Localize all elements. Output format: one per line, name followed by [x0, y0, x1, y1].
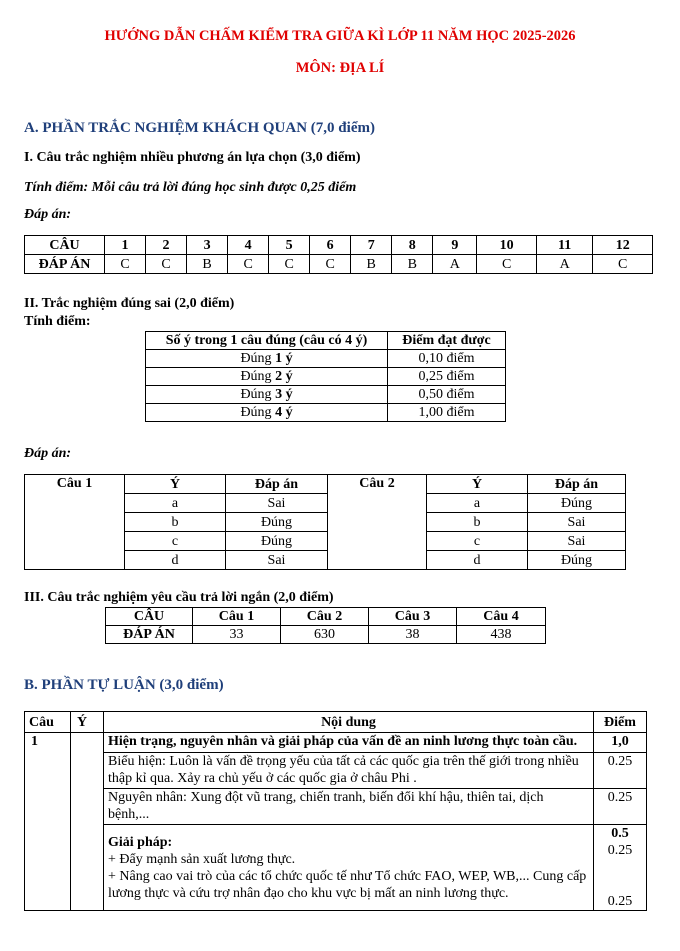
essay-main-title: Hiện trạng, nguyên nhân và giải pháp của vấn đề an ninh lương thực toàn cầu.	[104, 733, 594, 753]
essay-col-cau: Câu	[25, 712, 71, 733]
mc-question-number: 10	[477, 236, 537, 255]
tf-col-y: Ý	[427, 475, 528, 494]
short-question: Câu 3	[369, 608, 457, 626]
tf-scoring-table	[145, 331, 506, 422]
mc-answer: C	[269, 255, 310, 274]
essay-bieu-hien: Biểu hiện: Luôn là vấn đề trọng yếu của tất cả các quốc gia trên thế giới trong nhiều thập kỉ qua. Xảy ra chủ yếu ở các quốc gia ở châu Phi .	[104, 753, 594, 789]
tf-item: b	[427, 513, 528, 532]
essay-col-content: Nội dung	[104, 712, 594, 733]
score-header: Số ý trong 1 câu đúng (câu có 4 ý)	[146, 332, 388, 350]
mc-question-number: 9	[433, 236, 477, 255]
table-row	[25, 753, 647, 789]
subject-title: MÔN: ĐỊA LÍ	[295, 60, 385, 76]
score-condition: Đúng 1 ý	[146, 350, 388, 368]
mc-question-number: 3	[187, 236, 228, 255]
mc-heading: I. Câu trắc nghiệm nhiều phương án lựa chọn (3,0 điểm)	[24, 150, 361, 165]
tf-item: d	[125, 551, 226, 570]
essay-y-cell	[71, 733, 104, 911]
tf-answer: Đúng	[226, 532, 328, 551]
table-row	[25, 733, 647, 753]
mc-row-label: CÂU	[25, 236, 105, 255]
essay-nguyen-nhan-points: 0.25	[594, 789, 647, 825]
tf-answer: Sai	[226, 494, 328, 513]
table-row	[25, 475, 626, 494]
tf-item: c	[427, 532, 528, 551]
table-row	[146, 350, 506, 368]
mc-answer: C	[477, 255, 537, 274]
mc-question-number: 11	[536, 236, 592, 255]
mc-question-number: 7	[351, 236, 392, 255]
essay-gp1-points: 0.25	[607, 843, 633, 858]
table-row	[146, 404, 506, 422]
tf-col-y: Ý	[125, 475, 226, 494]
tf-answer: Sai	[528, 532, 626, 551]
tf-q2-label: Câu 2	[328, 475, 427, 570]
tf-item: c	[125, 532, 226, 551]
essay-table	[24, 711, 647, 911]
essay-giai-phap-label: Giải pháp:	[108, 834, 173, 850]
tf-item: a	[427, 494, 528, 513]
mc-question-number: 8	[392, 236, 433, 255]
score-condition: Đúng 3 ý	[146, 386, 388, 404]
score-points: 0,25 điểm	[388, 368, 506, 386]
essay-col-points: Điểm	[594, 712, 647, 733]
mc-answer-row	[25, 255, 653, 274]
mc-answer: C	[228, 255, 269, 274]
essay-bieu-hien-points: 0.25	[594, 753, 647, 789]
mc-question-number: 12	[593, 236, 653, 255]
mc-question-number: 2	[146, 236, 187, 255]
short-row-label: CÂU	[106, 608, 193, 626]
short-answer: 630	[281, 626, 369, 644]
tf-scoring-label: Tính điểm:	[24, 314, 91, 329]
table-row	[25, 789, 647, 825]
mc-answer: C	[146, 255, 187, 274]
mc-answer: B	[187, 255, 228, 274]
score-points: 0,10 điểm	[388, 350, 506, 368]
tf-answer: Đúng	[226, 513, 328, 532]
tf-answer: Sai	[528, 513, 626, 532]
table-row	[146, 386, 506, 404]
score-condition: Đúng 4 ý	[146, 404, 388, 422]
essay-col-y: Ý	[71, 712, 104, 733]
tf-col-answer: Đáp án	[226, 475, 328, 494]
document-title: HƯỚNG DẪN CHẤM KIỂM TRA GIỮA KÌ LỚP 11 NĂM HỌC 2025-2026	[104, 28, 576, 44]
essay-gp2-points: 0.25	[607, 894, 633, 909]
tf-answer-table	[24, 474, 626, 570]
short-row-label: ĐÁP ÁN	[106, 626, 193, 644]
essay-nguyen-nhan: Nguyên nhân: Xung đột vũ trang, chiến tranh, biến đổi khí hậu, thiên tai, dịch bệnh,...	[104, 789, 594, 825]
tf-q1-label: Câu 1	[25, 475, 125, 570]
essay-giai-phap-total: 0.5	[611, 826, 629, 841]
spacer	[594, 859, 646, 893]
mc-question-number: 5	[269, 236, 310, 255]
table-row	[146, 332, 506, 350]
short-question: Câu 1	[193, 608, 281, 626]
tf-item: d	[427, 551, 528, 570]
short-question: Câu 4	[457, 608, 546, 626]
mc-question-number: 6	[310, 236, 351, 255]
score-points: 0,50 điểm	[388, 386, 506, 404]
table-row	[25, 712, 647, 733]
table-row	[25, 825, 647, 911]
table-row	[146, 368, 506, 386]
tf-heading: II. Trắc nghiệm đúng sai (2,0 điểm)	[24, 296, 235, 311]
mc-answer-label: Đáp án:	[24, 207, 72, 222]
mc-question-number: 4	[228, 236, 269, 255]
mc-answer: C	[310, 255, 351, 274]
short-heading: III. Câu trắc nghiệm yêu cầu trả lời ngắn (2,0 điểm)	[24, 590, 334, 605]
mc-answer: B	[392, 255, 433, 274]
mc-answer: B	[351, 255, 392, 274]
essay-giai-phap-points	[594, 825, 647, 911]
mc-question-number: 1	[105, 236, 146, 255]
mc-answer: C	[593, 255, 653, 274]
score-header: Điểm đạt được	[388, 332, 506, 350]
mc-question-row	[25, 236, 653, 255]
mc-answer: A	[536, 255, 592, 274]
mc-row-label: ĐÁP ÁN	[25, 255, 105, 274]
short-answer: 38	[369, 626, 457, 644]
table-row	[106, 626, 546, 644]
score-condition: Đúng 2 ý	[146, 368, 388, 386]
short-answer: 438	[457, 626, 546, 644]
short-answer-table	[105, 607, 546, 644]
tf-item: b	[125, 513, 226, 532]
essay-giai-phap	[104, 825, 594, 911]
mc-scoring: Tính điểm: Mỗi câu trả lời đúng học sinh được 0,25 điểm	[24, 180, 357, 195]
tf-answer: Đúng	[528, 551, 626, 570]
tf-answer-label: Đáp án:	[24, 446, 72, 461]
short-answer: 33	[193, 626, 281, 644]
score-points: 1,00 điểm	[388, 404, 506, 422]
mc-answer-table	[24, 235, 653, 274]
tf-col-answer: Đáp án	[528, 475, 626, 494]
essay-giai-phap-item: + Đẩy mạnh sản xuất lương thực.	[108, 851, 296, 867]
mc-answer: A	[433, 255, 477, 274]
mc-answer: C	[105, 255, 146, 274]
part-b-heading: B. PHẦN TỰ LUẬN (3,0 điểm)	[24, 677, 224, 693]
tf-answer: Đúng	[528, 494, 626, 513]
part-a-heading: A. PHẦN TRẮC NGHIỆM KHÁCH QUAN (7,0 điểm)	[24, 120, 375, 136]
short-question: Câu 2	[281, 608, 369, 626]
table-row	[106, 608, 546, 626]
essay-question-number: 1	[25, 733, 71, 911]
essay-main-points: 1,0	[594, 733, 647, 753]
tf-item: a	[125, 494, 226, 513]
tf-answer: Sai	[226, 551, 328, 570]
essay-giai-phap-item: + Nâng cao vai trò của các tổ chức quốc tế như Tổ chức FAO, WEP, WB,... Cung cấp lương thực và cứu trợ nhân đạo cho khu vực bị mất an ninh lương thực.	[108, 868, 587, 901]
